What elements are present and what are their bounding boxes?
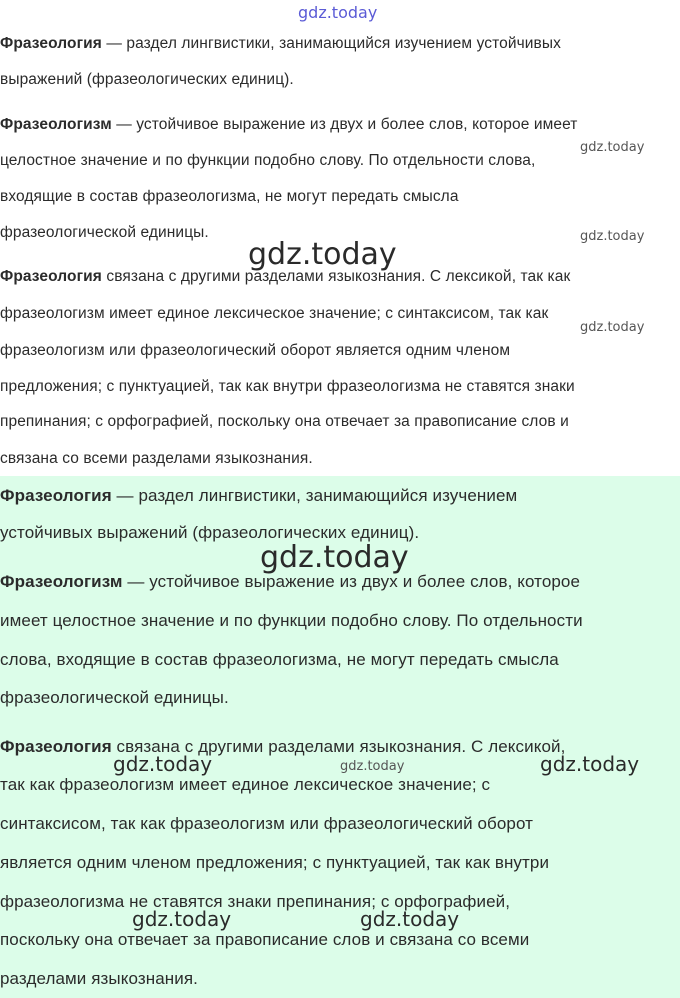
term-phraseologism: Фразеологизм — [0, 116, 112, 133]
text-fragment: связана с другими разделами языкознания. С лексикой, так как — [101, 268, 571, 285]
text-line — [0, 572, 580, 592]
text-fragment: связана с другими разделами языкознания. С лексикой, — [111, 737, 566, 756]
watermark-logo: gdz.today — [260, 540, 409, 575]
watermark-logo: gdz.today — [360, 907, 460, 931]
text-line — [0, 35, 561, 53]
text-line: выражений (фразеологических единиц). — [0, 71, 294, 88]
term-phraseology: Фразеология — [0, 737, 112, 756]
text-line: фразеологизм или фразеологический оборот является одним членом — [0, 342, 511, 359]
text-fragment: — раздел лингвистики, занимающийся изучением — [111, 486, 518, 505]
text-line: так как фразеологизм имеет единое лексическое значение; с — [0, 775, 491, 794]
text-fragment: — устойчивое выражение из двух и более слов, которое имеет — [111, 116, 578, 133]
watermark-logo: gdz.today — [113, 752, 213, 776]
text-line: фразеологической единицы. — [0, 688, 229, 707]
text-fragment: — устойчивое выражение из двух и более слов, которое — [122, 572, 581, 591]
term-phraseologism: Фразеологизм — [0, 572, 123, 591]
text-line: является одним членом предложения; с пунктуацией, так как внутри — [0, 853, 550, 872]
term-phraseology: Фразеология — [0, 486, 112, 505]
text-line: предложения; с пунктуацией, так как внутри фразеологизма не ставятся знаки — [0, 378, 575, 395]
watermark-logo: gdz.today — [248, 237, 397, 272]
term-phraseology: Фразеология — [0, 268, 102, 285]
text-line — [0, 486, 517, 506]
text-line: входящие в состав фразеологизма, не могут передать смысла — [0, 188, 459, 205]
text-line: поскольку она отвечает за правописание слов и связана со всеми — [0, 930, 530, 949]
text-line: фразеологизм имеет единое лексическое значение; с синтаксисом, так как — [0, 305, 549, 322]
text-line: устойчивых выражений (фразеологических единиц). — [0, 523, 420, 542]
text-fragment: — раздел лингвистики, занимающийся изучением устойчивых — [101, 35, 561, 52]
text-line: разделами языкознания. — [0, 969, 198, 988]
text-line: синтаксисом, так как фразеологизм или фразеологический оборот — [0, 814, 534, 833]
text-line: целостное значение и по функции подобно слову. По отдельности слова, — [0, 152, 536, 169]
watermark-logo: gdz.today — [340, 759, 405, 774]
watermark-logo: gdz.today — [298, 3, 378, 22]
text-line: препинания; с орфографией, поскольку она отвечает за правописание слов и — [0, 413, 569, 430]
watermark-logo: gdz.today — [580, 140, 645, 155]
term-phraseology: Фразеология — [0, 35, 102, 52]
text-line: связана со всеми разделами языкознания. — [0, 450, 313, 467]
watermark-logo: gdz.today — [540, 752, 640, 776]
watermark-logo: gdz.today — [580, 229, 645, 244]
text-line: имеет целостное значение и по функции подобно слову. По отдельности — [0, 611, 583, 630]
text-line: слова, входящие в состав фразеологизма, не могут передать смысла — [0, 650, 559, 669]
text-line: фразеологической единицы. — [0, 224, 209, 241]
watermark-logo: gdz.today — [580, 320, 645, 335]
watermark-logo: gdz.today — [132, 907, 232, 931]
text-line: фразеологизма не ставятся знаки препинания; с орфографией, — [0, 892, 511, 911]
text-line — [0, 737, 565, 757]
text-line — [0, 116, 577, 134]
